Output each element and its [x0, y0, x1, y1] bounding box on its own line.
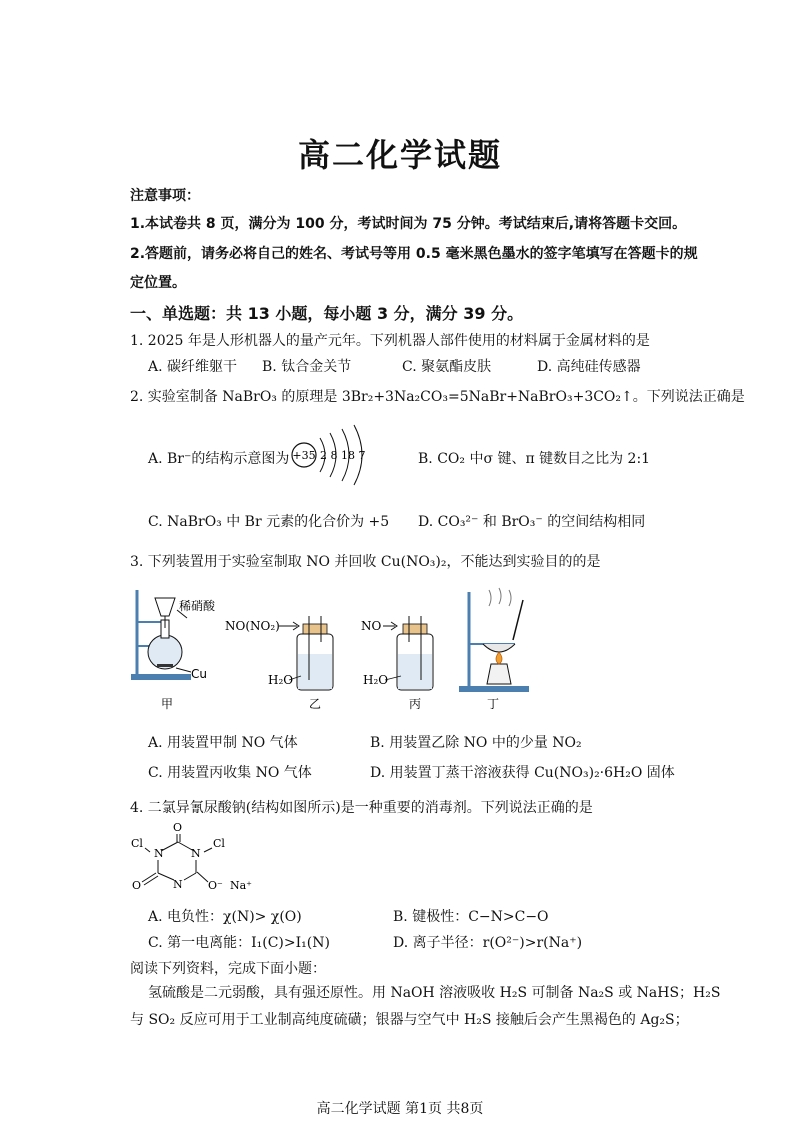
- oxygen-left-label: O: [132, 879, 142, 892]
- reading-intro: 阅读下列资料，完成下面小题：: [130, 961, 326, 977]
- notice-item-1: 1.本试卷共 8 页，满分为 100 分，考试时间为 75 分钟。考试结束后,请将答题卡交回。: [130, 216, 687, 232]
- page-footer: 高二化学试题 第1页 共8页: [316, 1101, 484, 1117]
- water-bing-label: H₂O: [363, 673, 389, 687]
- question-4-option-c: C. 第一电离能：I₁(C)>I₁(N): [148, 935, 330, 951]
- notice-item-2-cont: 定位置。: [130, 275, 186, 291]
- question-4-option-d: D. 离子半径：r(O²⁻)>r(Na⁺): [393, 935, 583, 951]
- question-3-option-a: A. 用装置甲制 NO 气体: [148, 735, 298, 751]
- section-heading: 一、单选题：共 13 小题，每小题 3 分，满分 39 分。: [130, 304, 524, 323]
- oxygen-top-label: O: [173, 821, 183, 834]
- question-4-option-b: B. 键极性：C−N>C−O: [393, 909, 549, 925]
- question-2-option-a: A. Br⁻的结构示意图为: [148, 451, 290, 467]
- copper-label: Cu: [191, 667, 207, 681]
- question-1-option-d: D. 高纯硅传感器: [537, 359, 641, 375]
- question-2-option-b: B. CO₂ 中σ 键、π 键数目之比为 2:1: [418, 451, 651, 467]
- oxygen-minus-label: O⁻: [208, 879, 223, 892]
- label-jia: 甲: [161, 697, 174, 711]
- apparatus-bing: [361, 616, 433, 690]
- question-2-option-d: D. CO₃²⁻ 和 BrO₃⁻ 的空间结构相同: [418, 514, 646, 530]
- question-4-option-a: A. 电负性：χ(N)> χ(O): [148, 909, 302, 925]
- gas-in-yi-label: NO(NO₂): [225, 619, 280, 633]
- notice-item-2: 2.答题前，请务必将自己的姓名、考试号等用 0.5 毫米黑色墨水的签字笔填写在答题卡的规: [130, 246, 698, 262]
- question-3-option-b: B. 用装置乙除 NO 中的少量 NO₂: [370, 735, 582, 751]
- question-3-option-d: D. 用装置丁蒸干溶液获得 Cu(NO₃)₂·6H₂O 固体: [370, 765, 675, 781]
- label-bing: 丙: [409, 697, 422, 711]
- nitrogen-left-label: N: [154, 847, 164, 860]
- question-4-stem: 4. 二氯异氰尿酸钠(结构如图所示)是一种重要的消毒剂。下列说法正确的是: [130, 800, 593, 816]
- question-1-stem: 1. 2025 年是人形机器人的量产元年。下列机器人部件使用的材料属于金属材料的是: [130, 333, 650, 349]
- page-title: 高二化学试题: [297, 136, 502, 174]
- question-2-stem: 2. 实验室制备 NaBrO₃ 的原理是 3Br₂+3Na₂CO₃=5NaBr+NaBrO₃+3CO₂↑。下列说法正确是: [130, 389, 745, 405]
- question-2-option-c: C. NaBrO₃ 中 Br 元素的化合价为 +5: [148, 514, 390, 530]
- label-yi: 乙: [309, 697, 322, 711]
- nucleus-label: +35: [292, 449, 316, 462]
- nitrogen-bottom-label: N: [173, 878, 183, 891]
- reading-paragraph-line-1: 氢硫酸是二元弱酸，具有强还原性。用 NaOH 溶液吸收 H₂S 可制备 Na₂S 或 NaHS；H₂S: [148, 985, 721, 1001]
- question-1-option-b: B. 钛合金关节: [262, 359, 352, 375]
- label-ding: 丁: [487, 697, 500, 711]
- question-3-option-c: C. 用装置丙收集 NO 气体: [148, 765, 312, 781]
- water-yi-label: H₂O: [268, 673, 294, 687]
- dilute-nitric-acid-label: 稀硝酸: [179, 599, 216, 613]
- chlorine-left-label: Cl: [131, 837, 143, 850]
- bromide-structure-diagram: [286, 420, 376, 490]
- apparatus-ding: [459, 588, 529, 692]
- sodium-ion-label: Na⁺: [230, 879, 252, 892]
- dichloroisocyanurate-structure: [128, 818, 268, 898]
- gas-in-bing-label: NO: [361, 619, 382, 633]
- notice-heading: 注意事项：: [130, 188, 200, 204]
- reading-paragraph-line-2: 与 SO₂ 反应可用于工业制高纯度硫磺；银器与空气中 H₂S 接触后会产生黑褐色的 Ag₂S；: [130, 1012, 689, 1028]
- shell-electrons-label: 2 8 18 7: [320, 449, 366, 462]
- chlorine-right-label: Cl: [213, 837, 225, 850]
- question-1-option-a: A. 碳纤维躯干: [148, 359, 238, 375]
- question-3-stem: 3. 下列装置用于实验室制取 NO 并回收 Cu(NO₃)₂，不能达到实验目的的是: [130, 554, 601, 570]
- question-1-option-c: C. 聚氨酯皮肤: [402, 359, 492, 375]
- nitrogen-right-label: N: [191, 847, 201, 860]
- apparatus-yi: [225, 616, 333, 690]
- apparatus-figure: [125, 580, 545, 715]
